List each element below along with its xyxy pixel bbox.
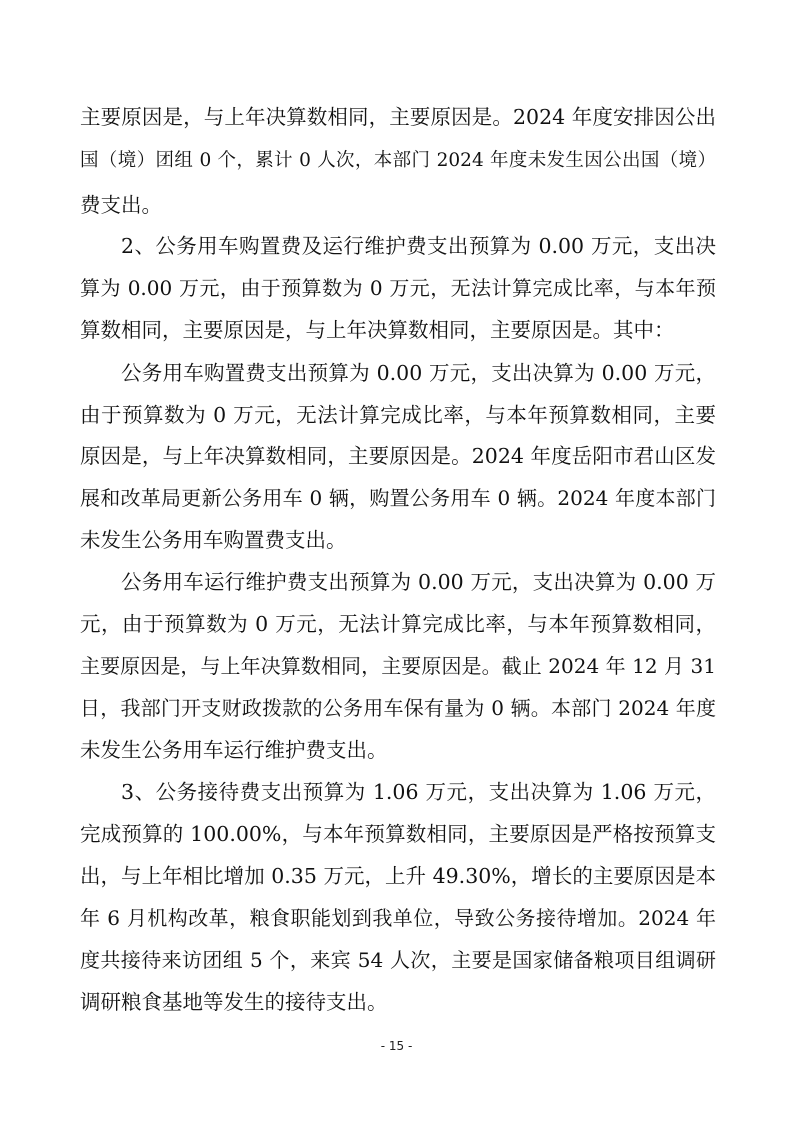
text-line: 出，与上年相比增加 0.35 万元，上升 49.30%，增长的主要原因是本 bbox=[80, 864, 716, 888]
text-line: 展和改革局更新公务用车 0 辆，购置公务用车 0 辆。2024 年度本部门 bbox=[80, 486, 716, 510]
text-line: 费支出。 bbox=[80, 193, 162, 217]
text-line: 元，由于预算数为 0 万元，无法计算完成比率，与本年预算数相同， bbox=[80, 612, 716, 636]
text-line: 未发生公务用车购置费支出。 bbox=[80, 528, 347, 552]
text-line: 度共接待来访团组 5 个，来宾 54 人次，主要是国家储备粮项目组调研 bbox=[80, 948, 716, 972]
text-line: 完成预算的 100.00%，与本年预算数相同，主要原因是严格按预算支 bbox=[80, 822, 716, 846]
text-line: 年 6 月机构改革，粮食职能划到我单位，导致公务接待增加。2024 年 bbox=[80, 906, 716, 930]
text-line: 原因是，与上年决算数相同，主要原因是。2024 年度岳阳市君山区发 bbox=[80, 444, 716, 468]
text-line: 调研粮食基地等发生的接待支出。 bbox=[80, 990, 388, 1014]
page-number: - 15 - bbox=[380, 1039, 413, 1053]
text-line: 未发生公务用车运行维护费支出。 bbox=[80, 738, 388, 762]
text-line: 国（境）团组 0 个，累计 0 人次，本部门 2024 年度未发生因公出国（境） bbox=[80, 150, 716, 171]
text-line: 日，我部门开支财政拨款的公务用车保有量为 0 辆。本部门 2024 年度 bbox=[80, 696, 716, 720]
text-line: 主要原因是，与上年决算数相同，主要原因是。2024 年度安排因公出 bbox=[80, 105, 716, 129]
text-line: 公务用车购置费支出预算为 0.00 万元，支出决算为 0.00 万元， bbox=[121, 361, 716, 385]
text-line: 算为 0.00 万元，由于预算数为 0 万元，无法计算完成比率，与本年预 bbox=[80, 276, 716, 300]
text-line: 3、公务接待费支出预算为 1.06 万元，支出决算为 1.06 万元， bbox=[121, 780, 716, 804]
text-line: 2、公务用车购置费及运行维护费支出预算为 0.00 万元，支出决 bbox=[121, 234, 716, 258]
text-line: 由于预算数为 0 万元，无法计算完成比率，与本年预算数相同，主要 bbox=[80, 403, 716, 427]
text-line: 算数相同，主要原因是，与上年决算数相同，主要原因是。其中： bbox=[80, 318, 675, 342]
text-line: 主要原因是，与上年决算数相同，主要原因是。截止 2024 年 12 月 31 bbox=[80, 654, 716, 678]
text-line: 公务用车运行维护费支出预算为 0.00 万元，支出决算为 0.00 万 bbox=[121, 570, 716, 594]
